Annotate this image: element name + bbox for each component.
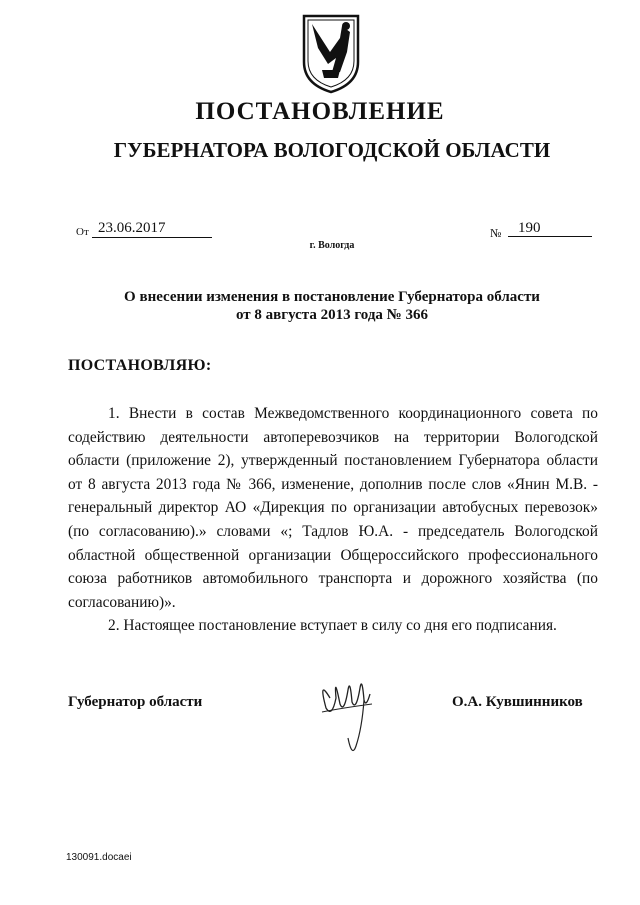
subject-line-1: О внесении изменения в постановление Губернатора области: [124, 289, 540, 305]
document-body: [68, 402, 598, 638]
document-date: 23.06.2017: [92, 219, 212, 238]
number-prefix: №: [490, 226, 502, 240]
coat-of-arms-icon: [300, 12, 362, 94]
date-prefix: От: [76, 226, 89, 238]
body-paragraph-2: 2. Настоящее постановление вступает в силу со дня его подписания.: [108, 617, 557, 635]
signer-title: Губернатор области: [68, 694, 203, 710]
file-reference: 130091.docaei: [66, 852, 132, 863]
subject-line-2: от 8 августа 2013 года № 366: [236, 307, 428, 323]
decree-heading: ПОСТАНОВЛЯЮ:: [68, 357, 212, 374]
signer-name: О.А. Кувшинников: [452, 694, 583, 710]
document-issuer: ГУБЕРНАТОРА ВОЛОГОДСКОЙ ОБЛАСТИ: [113, 138, 551, 162]
handwritten-signature-icon: [312, 668, 378, 768]
city-label: г. Вологда: [309, 240, 355, 251]
document-subject: [0, 288, 640, 324]
document-title: ПОСТАНОВЛЕНИЕ: [195, 98, 445, 125]
document-number: 190: [508, 219, 592, 237]
body-paragraph-1: 1. Внести в состав Межведомственного координационного совета по содействию деятельности автоперевозчиков на территории Вологодской области (приложение 2), утвержденный постановлением Губернатора области от 8 августа 2013 года № 366, изменение, дополнив после слов «Янин М.В. - генеральный директор АО «Дирекция по организации автобусных перевозок» (по согласованию).» словами «; Тадлов Ю.А. - председатель Вологодской областной общественной организации Общероссийского профессионального союза работников автомобильного транспорта и дорожного хозяйства (по согласованию)».: [68, 405, 598, 611]
